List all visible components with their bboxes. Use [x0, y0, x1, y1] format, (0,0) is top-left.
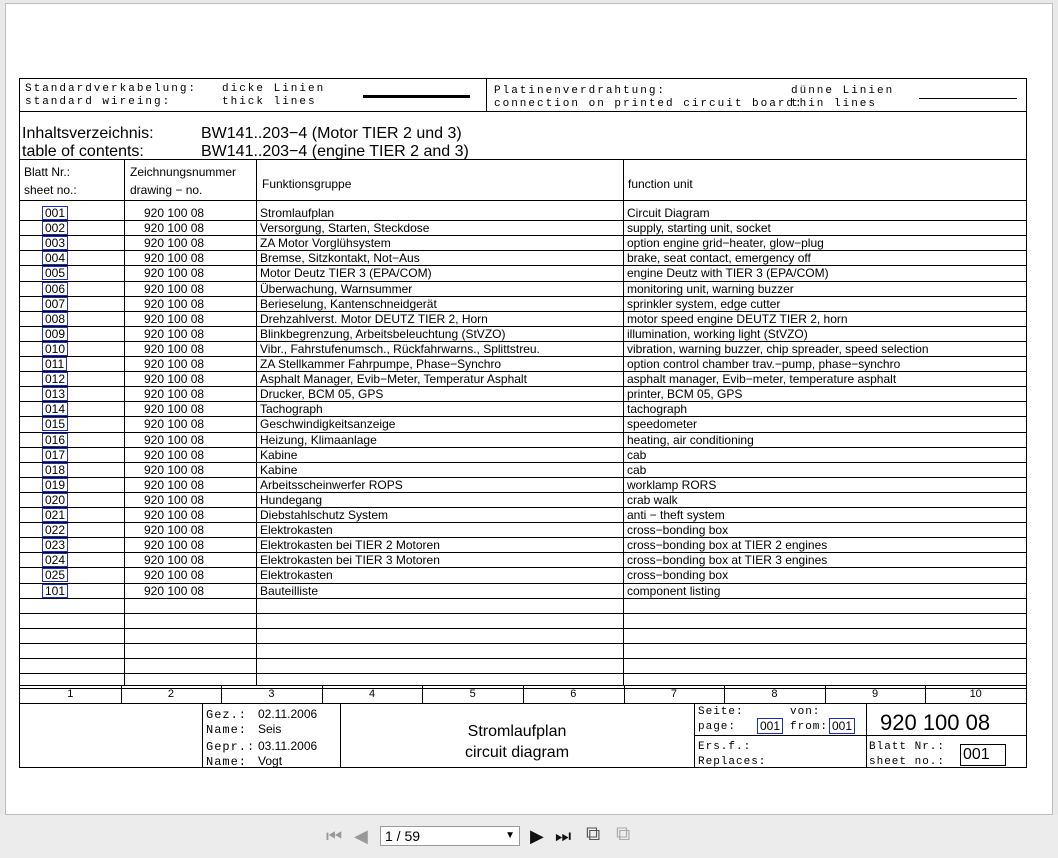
sheet-number-link[interactable]: 011 [42, 357, 67, 371]
tb-title [340, 721, 694, 763]
function-unit-cell: component listing [627, 584, 721, 598]
function-unit-cell: printer, BCM 05, GPS [627, 387, 743, 401]
header-sheet [24, 163, 77, 199]
ruler-divider [523, 685, 524, 703]
drawing-number-cell: 920 100 08 [144, 538, 205, 552]
header-group: Funktionsgruppe [262, 177, 352, 191]
function-group-cell: Arbeitsscheinwerfer ROPS [260, 478, 403, 492]
row-rule [20, 643, 1026, 644]
drawing-number-cell: 920 100 08 [144, 282, 205, 296]
header-unit: function unit [628, 177, 693, 191]
drawing-number-cell: 920 100 08 [144, 478, 205, 492]
legend-thin-de: dünne Linien [791, 85, 895, 97]
tb-title-en: circuit diagram [464, 744, 570, 761]
tb-replaces-label: Replaces: [698, 756, 767, 768]
row-rule [20, 598, 1026, 599]
drawing-number-cell: 920 100 08 [144, 523, 205, 537]
function-unit-cell: heating, air conditioning [627, 433, 754, 447]
prev-page-icon[interactable]: ◀ [354, 826, 368, 846]
legend-bottom-rule [20, 111, 1026, 112]
sheet-number-link[interactable]: 008 [42, 312, 68, 326]
legend-pcb-de: Platinenverdrahtung: [494, 85, 667, 97]
tb-checked [206, 739, 318, 754]
tb-drawn [206, 707, 318, 722]
ruler-number: 1 [67, 688, 74, 700]
function-group-cell: Vibr., Fahrstufenumsch., Rückfahrwarns., Splittstreu. [260, 342, 540, 356]
drawing-number-cell: 920 100 08 [144, 206, 205, 220]
function-group-cell: Diebstahlschutz System [260, 508, 389, 522]
drawing-number-cell: 920 100 08 [144, 312, 205, 326]
function-group-cell: Elektrokasten bei TIER 2 Motoren [260, 538, 440, 552]
legend-std-de: Standardverkabelung: [25, 83, 198, 95]
function-group-cell: Bremse, Sitzkontakt, Not−Aus [260, 251, 420, 265]
legend-thin-en: thin lines [791, 98, 878, 110]
sheet-number-link[interactable]: 001 [42, 206, 68, 220]
drawing-number-cell: 920 100 08 [144, 417, 205, 431]
last-page-icon[interactable]: ⏭ [555, 826, 572, 846]
function-group-cell: Drucker, BCM 05, GPS [260, 387, 384, 401]
function-group-cell: Kabine [260, 448, 298, 462]
ruler-number: 4 [369, 688, 376, 700]
drawing-number-cell: 920 100 08 [144, 251, 205, 265]
function-unit-cell: speedometer [627, 417, 698, 431]
function-unit-cell: sprinkler system, edge cutter [627, 297, 781, 311]
function-group-cell: Elektrokasten bei TIER 3 Motoren [260, 553, 440, 567]
ruler-number: 9 [872, 688, 879, 700]
ruler-number: 6 [570, 688, 577, 700]
drawing-number-cell: 920 100 08 [144, 221, 205, 235]
sheet-number-link[interactable]: 013 [42, 387, 68, 401]
sheet-number-link[interactable]: 024 [42, 553, 68, 567]
tb-gez-label: Gez.: [206, 708, 248, 722]
legend-divider [486, 79, 487, 111]
tb-name1-label: Name: [206, 723, 248, 737]
function-group-cell: Überwachung, Warnsummer [260, 282, 413, 296]
drawing-number-cell: 920 100 08 [144, 493, 205, 507]
drawing-number-cell: 920 100 08 [144, 387, 205, 401]
function-unit-cell: option engine grid−heater, glow−plug [627, 236, 824, 250]
toc-label-en: table of contents: [22, 143, 144, 160]
function-unit-cell: monitoring unit, warning buzzer [627, 282, 794, 296]
function-group-cell: Heizung, Klimaanlage [260, 433, 377, 447]
sheet-number-link[interactable]: 004 [42, 251, 68, 265]
sheet-number-link[interactable]: 016 [42, 433, 68, 447]
tb-name1 [206, 722, 282, 737]
sheet-number-link[interactable]: 025 [42, 568, 68, 582]
document-page [5, 3, 1053, 815]
tb-ersf-label: Ers.f.: [698, 741, 752, 753]
function-group-cell: Bauteilliste [260, 584, 319, 598]
function-unit-cell: asphalt manager, Evib−meter, temperature asphalt [627, 372, 897, 386]
header-drawing-de: Zeichnungsnummer [130, 165, 237, 179]
drawing-number-cell: 920 100 08 [144, 266, 205, 280]
sheet-number-link[interactable]: 023 [42, 538, 68, 552]
col-divider-3 [623, 159, 624, 685]
legend-pcb-en: connection on printed circuit board: [494, 98, 804, 110]
tb-divider-1 [202, 703, 203, 767]
sheet-number-link[interactable]: 010 [42, 342, 68, 356]
sheet-number-link[interactable]: 003 [42, 236, 68, 250]
row-rule [20, 673, 1026, 674]
ruler-number: 2 [167, 688, 174, 700]
drawing-number-cell: 920 100 08 [144, 372, 205, 386]
function-unit-cell: cab [627, 463, 647, 477]
ruler-divider [825, 685, 826, 703]
col-divider-2 [256, 159, 257, 685]
thin-line-sample [919, 98, 1017, 99]
legend-thick-de: dicke Linien [222, 83, 326, 95]
header-drawing [130, 163, 236, 199]
tb-from-value: 001 [829, 718, 855, 734]
ruler-divider [724, 685, 725, 703]
header-drawing-en: drawing − no. [130, 183, 203, 197]
legend-thick-en: thick lines [222, 96, 317, 108]
tb-gepr-label: Gepr.: [206, 740, 256, 754]
function-unit-cell: supply, starting unit, socket [627, 221, 771, 235]
tb-sheetno-label: sheet no.: [869, 756, 946, 768]
toc-label-de: Inhaltsverzeichnis: [22, 125, 154, 142]
row-rule [20, 613, 1026, 614]
function-group-cell: Kabine [260, 463, 298, 477]
title-bottom-rule [20, 159, 1026, 160]
ruler-number: 5 [469, 688, 476, 700]
function-unit-cell: brake, seat contact, emergency off [627, 251, 811, 265]
tb-name2 [206, 754, 283, 769]
function-group-cell: Berieselung, Kantenschneidgerät [260, 297, 437, 311]
sheet-number-link[interactable]: 019 [42, 478, 68, 492]
toc-titles [201, 125, 469, 161]
sheet-number-link[interactable]: 022 [42, 523, 68, 537]
function-unit-cell: engine Deutz with TIER 3 (EPA/COM) [627, 266, 829, 280]
function-group-cell: Asphalt Manager, Evib−Meter, Temperatur Asphalt [260, 372, 527, 386]
function-unit-cell: option control chamber trav.−pump, phase−synchro [627, 357, 901, 371]
header-sheet-en: sheet no.: [24, 183, 77, 197]
drawing-number-cell: 920 100 08 [144, 448, 205, 462]
tb-from-label: from: [790, 721, 829, 733]
sheet-number-link[interactable]: 002 [42, 221, 68, 235]
tb-title-de: Stromlaufplan [467, 723, 567, 740]
tb-page-value: 001 [757, 718, 783, 734]
legend-pcb [494, 85, 804, 111]
tb-seite-label: Seite: [698, 706, 744, 718]
function-group-cell: Drehzahlverst. Motor DEUTZ TIER 2, Horn [260, 312, 488, 326]
function-group-cell: Tachograph [260, 402, 323, 416]
sheet-number-link[interactable]: 006 [42, 282, 68, 296]
next-page-icon[interactable]: ▶ [530, 826, 544, 846]
function-unit-cell: crab walk [627, 493, 678, 507]
function-unit-cell: worklamp RORS [627, 478, 717, 492]
ruler-number: 10 [969, 688, 982, 700]
drawing-number-cell: 920 100 08 [144, 508, 205, 522]
function-unit-cell: cross−bonding box at TIER 2 engines [627, 538, 828, 552]
drawing-number-cell: 920 100 08 [144, 568, 205, 582]
tb-drawing-number: 920 100 08 [880, 710, 991, 735]
function-unit-cell: cross−bonding box [627, 568, 729, 582]
drawing-number-cell: 920 100 08 [144, 584, 205, 598]
rotate-page-icon[interactable]: ⧉ [586, 823, 601, 845]
function-unit-cell: motor speed engine DEUTZ TIER 2, horn [627, 312, 848, 326]
sheet-number-link[interactable]: 007 [42, 297, 68, 311]
thick-line-sample [363, 95, 470, 98]
drawing-number-cell: 920 100 08 [144, 402, 205, 416]
function-group-cell: Versorgung, Starten, Steckdose [260, 221, 430, 235]
ruler-number: 3 [268, 688, 275, 700]
function-unit-cell: illumination, working light (StVZO) [627, 327, 808, 341]
sheet-number-link[interactable]: 014 [42, 402, 68, 416]
sheet-number-link[interactable]: 005 [42, 266, 68, 280]
function-unit-cell: cross−bonding box [627, 523, 729, 537]
drawing-number-cell: 920 100 08 [144, 297, 205, 311]
ruler-divider [221, 685, 222, 703]
ruler-divider [624, 685, 625, 703]
function-unit-cell: vibration, warning buzzer, chip spreader, speed selection [627, 342, 929, 356]
function-unit-cell: cross−bonding box at TIER 3 engines [627, 553, 828, 567]
legend-std-en: standard wireing: [25, 96, 172, 108]
tb-mid-rule [694, 735, 1026, 736]
header-sheet-de: Blatt Nr.: [24, 165, 71, 179]
sheet-number-link[interactable]: 021 [42, 508, 68, 522]
function-unit-cell: anti − theft system [627, 508, 725, 522]
function-group-cell: ZA Motor Vorglühsystem [260, 236, 391, 250]
tb-name2-value: Vogt [258, 754, 283, 768]
toc-labels [22, 125, 154, 161]
tb-gepr-date: 03.11.2006 [258, 739, 318, 753]
drawing-number-cell: 920 100 08 [144, 327, 205, 341]
tb-von-label: von: [790, 706, 821, 718]
sheet-number-link[interactable]: 017 [42, 448, 68, 462]
sheet-number-link[interactable]: 009 [42, 327, 68, 341]
toc-title-en: BW141..203−4 (engine TIER 2 and 3) [201, 143, 469, 160]
legend-thick [222, 83, 325, 109]
sheet-number-link[interactable]: 012 [42, 372, 68, 386]
header-bottom-rule [20, 200, 1026, 201]
drawing-number-cell: 920 100 08 [144, 463, 205, 477]
tb-gez-date: 02.11.2006 [258, 707, 318, 721]
drawing-number-cell: 920 100 08 [144, 342, 205, 356]
function-group-cell: Blinkbegrenzung, Arbeitsbeleuchtung (StVZO) [260, 327, 506, 341]
ruler-number: 8 [771, 688, 778, 700]
function-group-cell: Elektrokasten [260, 523, 333, 537]
drawing-number-cell: 920 100 08 [144, 236, 205, 250]
function-group-cell: Elektrokasten [260, 568, 333, 582]
function-group-cell: Hundegang [260, 493, 323, 507]
function-group-cell: Stromlaufplan [260, 206, 335, 220]
tb-page-label: page: [698, 721, 737, 733]
function-unit-cell: tachograph [627, 402, 688, 416]
sheet-number-link[interactable]: 020 [42, 493, 68, 507]
page-selector[interactable] [380, 826, 520, 846]
first-page-icon[interactable]: ⏮ [326, 826, 343, 846]
col-divider-1 [124, 159, 125, 685]
function-group-cell: ZA Stellkammer Fahrpumpe, Phase−Synchro [260, 357, 502, 371]
drawing-frame [19, 78, 1027, 768]
ruler-divider [322, 685, 323, 703]
sheet-number-link[interactable]: 018 [42, 463, 68, 477]
chevron-down-icon: ▼ [505, 830, 515, 841]
ruler-divider [121, 685, 122, 703]
sheet-number-link[interactable]: 101 [42, 584, 68, 598]
ruler-divider [925, 685, 926, 703]
page-indicator: 1 / 59 [385, 828, 421, 844]
legend-thin [791, 85, 894, 111]
toc-title-de: BW141..203−4 (Motor TIER 2 und 3) [201, 125, 462, 142]
function-group-cell: Geschwindigkeitsanzeige [260, 417, 396, 431]
function-unit-cell: cab [627, 448, 647, 462]
viewer-toolbar [0, 815, 1058, 858]
tb-name2-label: Name: [206, 755, 248, 769]
tb-name1-value: Seis [258, 722, 282, 736]
function-group-cell: Motor Deutz TIER 3 (EPA/COM) [260, 266, 432, 280]
tb-blatt-label: Blatt Nr.: [869, 741, 946, 753]
drawing-number-cell: 920 100 08 [144, 553, 205, 567]
ruler-divider [422, 685, 423, 703]
row-rule [20, 628, 1026, 629]
ruler-bottom-rule [20, 703, 1026, 704]
function-unit-cell: Circuit Diagram [627, 206, 710, 220]
ruler-number: 7 [670, 688, 677, 700]
legend-standard [25, 83, 197, 109]
sheet-number-link[interactable]: 015 [42, 417, 68, 431]
drawing-number-cell: 920 100 08 [144, 433, 205, 447]
drawing-number-cell: 920 100 08 [144, 357, 205, 371]
page-layout-icon[interactable]: ⧉ [616, 823, 631, 845]
row-rule [20, 658, 1026, 659]
tb-sheet-value: 001 [960, 744, 1006, 766]
